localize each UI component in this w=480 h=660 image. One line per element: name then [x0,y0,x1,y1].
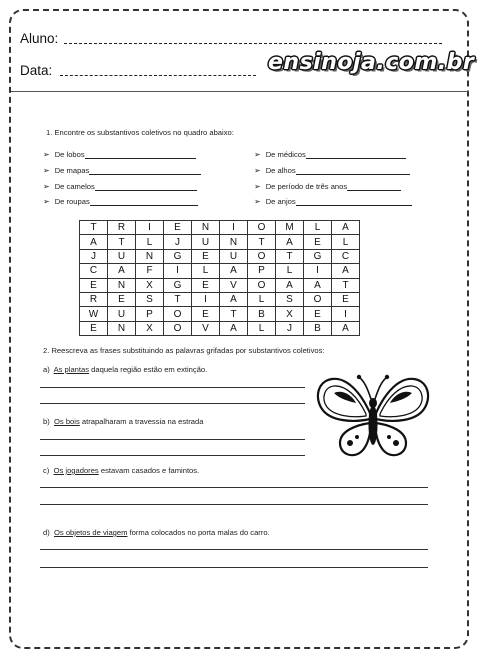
q1-item-label: De alhos [265,166,296,175]
grid-cell[interactable]: T [220,307,248,321]
answer-line[interactable] [40,567,428,568]
grid-cell[interactable]: L [136,235,164,249]
grid-cell[interactable]: N [220,235,248,249]
q2-item-b [43,417,203,426]
answer-line[interactable] [85,150,196,159]
grid-cell[interactable]: E [108,292,136,306]
grid-cell[interactable]: O [248,249,276,263]
grid-cell[interactable]: T [80,221,108,235]
grid-cell[interactable]: L [248,321,276,335]
grid-row [80,278,360,292]
arrow-icon: ➢ [43,166,50,175]
answer-line[interactable] [40,387,305,388]
grid-cell[interactable]: U [220,249,248,263]
answer-line[interactable] [40,549,428,550]
grid-row [80,307,360,321]
grid-cell[interactable]: O [248,221,276,235]
item-letter: b) [43,417,50,426]
grid-cell[interactable]: B [304,321,332,335]
q1-item-label: De camelos [54,182,95,191]
header-divider [11,91,469,92]
grid-cell[interactable]: S [136,292,164,306]
data-line [60,75,256,76]
q1-item-label: De lobos [54,150,85,159]
grid-cell[interactable]: X [136,321,164,335]
butterfly-icon [312,373,434,463]
grid-cell[interactable]: L [248,292,276,306]
grid-cell[interactable]: U [108,249,136,263]
grid-cell[interactable]: O [164,307,192,321]
grid-cell[interactable]: S [276,292,304,306]
arrow-icon: ➢ [254,166,261,175]
grid-cell[interactable]: R [80,292,108,306]
item-letter: c) [43,466,50,475]
underlined-phrase: As plantas [53,365,90,374]
arrow-icon: ➢ [43,182,50,191]
q1-item-left-4 [43,197,198,206]
q1-item-left-1 [43,150,196,159]
grid-cell[interactable]: T [276,249,304,263]
grid-cell[interactable]: N [192,221,220,235]
grid-cell[interactable]: B [248,307,276,321]
grid-cell[interactable]: A [332,264,360,278]
q1-item-label: De médicos [265,150,306,159]
q1-item-left-2 [43,166,201,175]
grid-cell[interactable]: E [192,249,220,263]
grid-cell[interactable]: V [192,321,220,335]
grid-cell[interactable]: E [192,307,220,321]
q1-item-right-1 [254,150,406,159]
answer-line[interactable] [89,166,201,175]
grid-cell[interactable]: E [80,278,108,292]
grid-cell[interactable]: A [220,321,248,335]
grid-cell[interactable]: A [304,278,332,292]
grid-row [80,221,360,235]
item-letter: a) [43,365,50,374]
grid-cell[interactable]: E [332,292,360,306]
grid-cell[interactable]: A [276,235,304,249]
grid-cell[interactable]: P [136,307,164,321]
answer-line[interactable] [95,182,197,191]
grid-cell[interactable]: N [108,321,136,335]
sentence-rest: atrapalharam a travessia na estrada [79,417,204,426]
arrow-icon: ➢ [254,150,261,159]
grid-cell[interactable]: L [192,264,220,278]
grid-cell[interactable]: I [192,292,220,306]
grid-cell[interactable]: V [220,278,248,292]
q1-item-right-4 [254,197,412,206]
arrow-icon: ➢ [43,150,50,159]
grid-cell[interactable]: I [332,307,360,321]
q2-item-d [43,528,270,537]
grid-cell[interactable]: T [108,235,136,249]
arrow-icon: ➢ [254,197,261,206]
grid-cell[interactable]: G [164,249,192,263]
grid-cell[interactable]: J [164,235,192,249]
underlined-phrase: Os jogadores [53,466,99,475]
q1-item-left-3 [43,182,197,191]
answer-line[interactable] [40,439,305,440]
grid-cell[interactable]: E [192,278,220,292]
grid-cell[interactable]: R [108,221,136,235]
grid-cell[interactable]: I [220,221,248,235]
grid-cell[interactable]: L [276,264,304,278]
q1-item-label: De período de três anos [265,182,348,191]
grid-cell[interactable]: G [164,278,192,292]
answer-line[interactable] [40,504,428,505]
grid-cell[interactable]: A [332,321,360,335]
grid-cell[interactable]: P [248,264,276,278]
grid-cell[interactable]: N [108,278,136,292]
grid-cell[interactable]: J [80,249,108,263]
q1-item-label: De roupas [54,197,90,206]
grid-row [80,321,360,335]
arrow-icon: ➢ [43,197,50,206]
grid-cell[interactable]: L [304,221,332,235]
grid-cell[interactable]: A [108,264,136,278]
word-search-grid [79,220,360,336]
grid-cell[interactable]: U [108,307,136,321]
q1-item-right-3 [254,182,401,191]
grid-cell[interactable]: I [136,221,164,235]
grid-cell[interactable]: A [220,264,248,278]
grid-cell[interactable]: A [332,221,360,235]
grid-cell[interactable]: O [164,321,192,335]
answer-line[interactable] [296,166,410,175]
aluno-line [64,43,442,44]
underlined-phrase: Os bois [54,417,80,426]
q1-title: 1. Encontre os substantivos coletivos no quadro abaixo: [46,128,234,137]
q2-title: 2. Reescreva as frases substituindo as palavras grifadas por substantivos coletivos: [43,346,325,355]
data-label: Data: [20,63,53,78]
underlined-phrase: Os objetos de viagem [54,528,128,537]
grid-cell[interactable]: A [80,235,108,249]
q1-item-right-2 [254,166,410,175]
grid-cell[interactable]: E [164,221,192,235]
grid-cell[interactable]: A [220,292,248,306]
q1-item-label: De anjos [265,197,296,206]
q1-item-label: De mapas [54,166,90,175]
grid-cell[interactable]: X [136,278,164,292]
answer-line[interactable] [347,182,401,191]
arrow-icon: ➢ [254,182,261,191]
grid-cell[interactable]: C [80,264,108,278]
grid-cell[interactable]: E [304,235,332,249]
grid-cell[interactable]: L [332,235,360,249]
grid-cell[interactable]: J [276,321,304,335]
sentence-rest: forma colocados no porta malas do carro. [127,528,270,537]
q2-item-c [43,466,199,475]
answer-line[interactable] [306,150,406,159]
grid-cell[interactable]: M [276,221,304,235]
grid-cell[interactable]: E [80,321,108,335]
grid-row [80,264,360,278]
grid-cell[interactable]: I [164,264,192,278]
brand-logo: ensinoja.com.br [268,50,475,75]
q2-item-a [43,365,207,374]
grid-cell[interactable]: T [332,278,360,292]
grid-cell[interactable]: F [136,264,164,278]
answer-line[interactable] [40,455,305,456]
answer-line[interactable] [296,197,412,206]
item-letter: d) [43,528,50,537]
sentence-rest: daquela região estão em extinção. [89,365,208,374]
grid-cell[interactable]: A [276,278,304,292]
grid-cell[interactable]: O [248,278,276,292]
grid-cell[interactable]: N [136,249,164,263]
answer-line[interactable] [90,197,198,206]
grid-cell[interactable]: O [304,292,332,306]
sentence-rest: estavam casados e famintos. [98,466,200,475]
answer-line[interactable] [40,487,428,488]
grid-row [80,249,360,263]
grid-cell[interactable]: I [304,264,332,278]
grid-cell[interactable]: T [248,235,276,249]
answer-line[interactable] [40,403,305,404]
grid-row [80,292,360,306]
grid-cell[interactable]: U [192,235,220,249]
grid-cell[interactable]: X [276,307,304,321]
aluno-label: Aluno: [20,31,59,46]
grid-cell[interactable]: C [332,249,360,263]
grid-cell[interactable]: G [304,249,332,263]
grid-row [80,235,360,249]
grid-cell[interactable]: W [80,307,108,321]
grid-cell[interactable]: E [304,307,332,321]
grid-cell[interactable]: T [164,292,192,306]
